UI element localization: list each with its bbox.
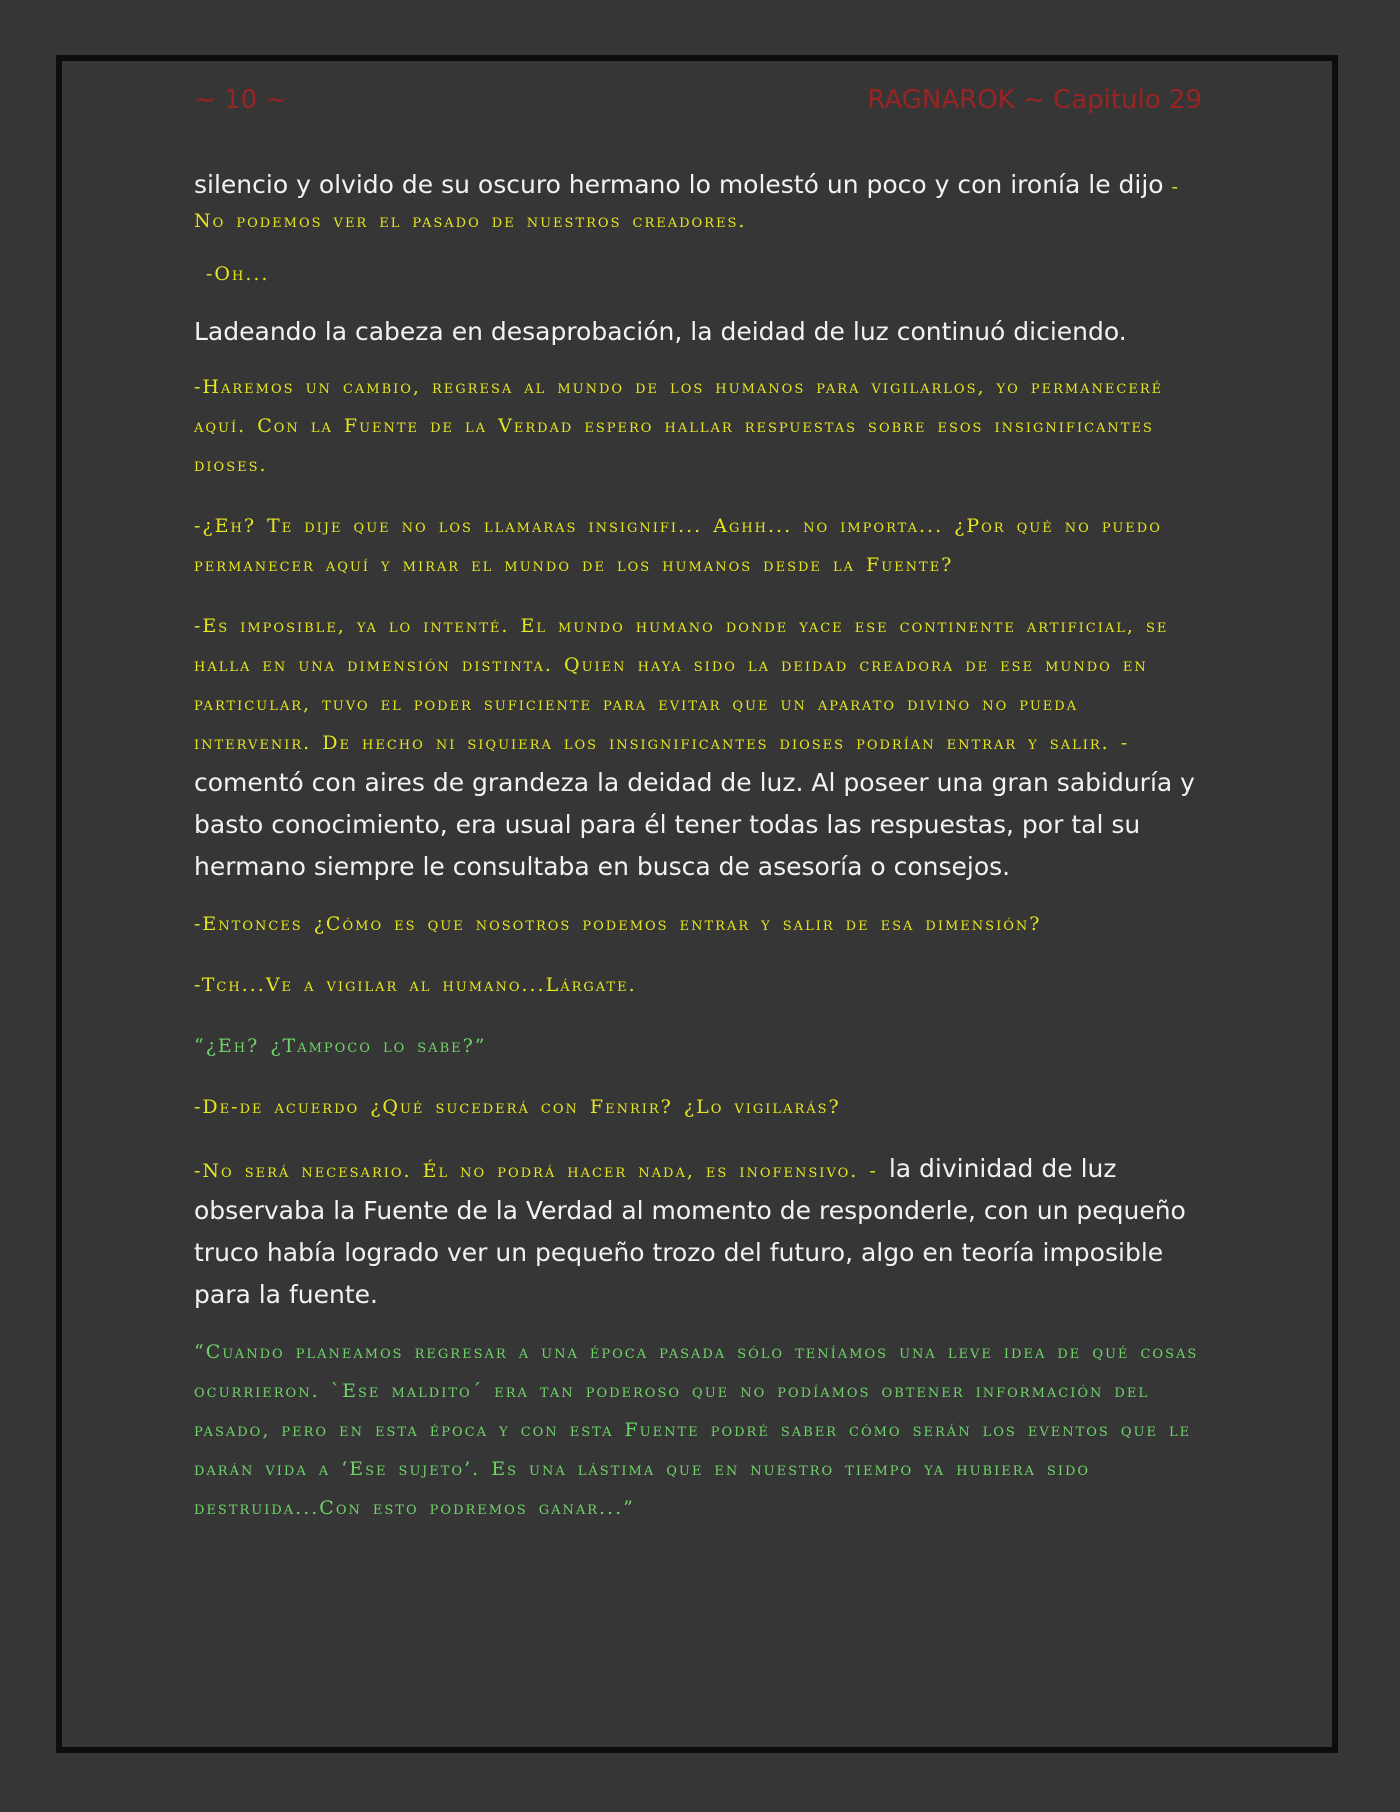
dialogue-1: No podemos ver el pasado de nuestros creadores. [194,209,747,232]
dialogue-2: -Oh... [206,262,270,285]
narration: la divinidad de luz observaba la Fuente de la Verdad al momento de responderle, con un pequeño truco había logrado ver un pequeño trozo del futuro, algo en teoría imposible para la fuente. [194,1154,1186,1309]
dialogue-10: -De-de acuerdo ¿Qué sucederá con Fenrir? ¿Lo vigilarás? [194,1096,841,1118]
dialogue-5: -¿Eh? Te dije que no los llamaras insignifi... Aghh... no importa... ¿Por qué no puedo permanecer aquí y mirar el mundo de los humanos desde la Fuente? [194,515,1162,576]
dash: - [869,1160,878,1182]
paragraph-3: Ladeando la cabeza en desaprobación, la deidad de luz continuó diciendo. [194,316,1127,346]
dialogue-text: -No será necesario. Él no podrá hacer nada, es inofensivo. [194,1160,859,1182]
chapter-title: RAGNAROK ~ Capitulo 29 [867,85,1202,115]
dash: - [1171,176,1178,198]
dialogue-text: -Es imposible, ya lo intenté. El mundo humano donde yace ese continente artificial, se halla en una dimensión distinta. Quien haya sido la deidad creadora de ese mundo en particular, tuvo el poder suficiente para evitar que un aparato divino no pueda intervenir. De hecho ni siquiera los insignificantes dioses podrían entrar y salir. [194,615,1169,754]
dialogue-4: -Haremos un cambio, regresa al mundo de los humanos para vigilarlos, yo permaneceré aquí. Con la Fuente de la Verdad espero hallar respuestas sobre esos insignificantes dioses. [194,376,1164,476]
thought-9: “¿Eh? ¿Tampoco lo sabe?” [194,1035,487,1057]
page-body [194,163,1206,1528]
dialogue-11 [194,1149,1206,1317]
thought-12: “Cuando planeamos regresar a una época pasada sólo teníamos una leve idea de qué cosas ocurrieron. `Ese maldito´ era tan poderoso que no podíamos obtener información del pasado, pero en esta época y con esta Fuente podré saber cómo serán los eventos que le darán vida a ‘Ese sujeto’. Es una lástima que en nuestro tiempo ya hubiera sido destruida...Con esto podremos ganar...” [194,1341,1199,1519]
dialogue-8: -Tch...Ve a vigilar al humano...Lárgate. [194,974,637,996]
dash: - [1120,732,1130,754]
dialogue-6 [194,607,1206,889]
narration: silencio y olvido de su oscuro hermano lo molestó un poco y con ironía le dijo [194,170,1164,199]
narration: comentó con aires de grandeza la deidad de luz. Al poseer una gran sabiduría y basto conocimiento, era usual para él tener todas las respuestas, por tal su hermano siempre le consultaba en busca de asesoría o consejos. [194,768,1195,881]
page-number: ~ 10 ~ [194,85,288,115]
dialogue-7: -Entonces ¿Cómo es que nosotros podemos entrar y salir de esa dimensión? [194,913,1042,935]
